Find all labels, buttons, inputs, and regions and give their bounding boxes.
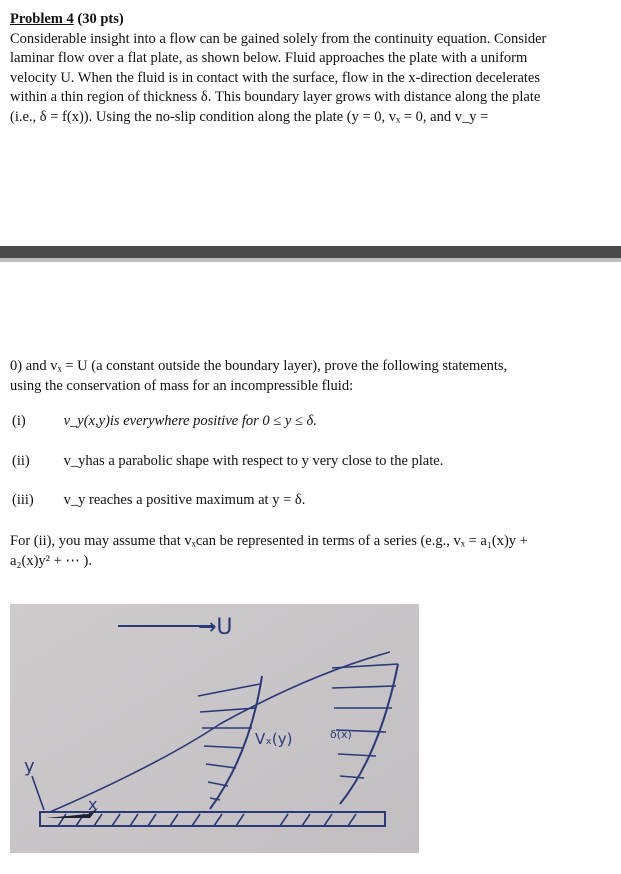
continuation-line: 0) and vₓ = U (a constant outside the boundary layer), prove the following statements, [10, 358, 508, 374]
problem-continuation [10, 357, 607, 396]
y-axis-label: y [24, 756, 35, 777]
intro-line: laminar flow over a flat plate, as shown below. Fluid approaches the plate with a uniform [10, 50, 528, 67]
hint-line: a₂(x)y² + ⋯ ). [10, 552, 93, 569]
statement-iii [12, 492, 305, 509]
hint-paragraph [10, 532, 607, 571]
statement-number: (iii) [12, 492, 34, 508]
statement-number: (ii) [12, 453, 30, 469]
statement-ii [12, 453, 443, 470]
statement-text: v_y(x,y)is everywhere positive for 0 ≤ y ≤ δ. [63, 413, 317, 429]
statement-text: v_y reaches a positive maximum at y = δ. [63, 492, 306, 508]
intro-line: velocity U. When the fluid is in contact with the surface, flow in the x-direction decelerates [10, 69, 541, 86]
problem-header [10, 10, 607, 128]
intro-line: Considerable insight into a flow can be gained solely from the continuity equation. Consider [10, 30, 547, 47]
continuation-line: using the conservation of mass for an incompressible fluid: [10, 377, 354, 394]
problem-title [10, 10, 607, 30]
delta-label: δ(x) [330, 728, 352, 741]
sketch-drawing [10, 604, 419, 853]
problem-points: (30 pts) [77, 11, 124, 27]
statement-number: (i) [12, 413, 26, 429]
page-divider [0, 246, 621, 262]
vx-label: Vₓ(y) [255, 730, 293, 748]
boundary-layer-sketch-photo [10, 604, 419, 853]
intro-line: (i.e., δ = f(x)). Using the no-slip condition along the plate (y = 0, vₓ = 0, and v_y = [10, 108, 489, 125]
flow-label: →U [198, 615, 233, 640]
x-axis-label: x [88, 795, 98, 814]
statement-text: v_yhas a parabolic shape with respect to y very close to the plate. [63, 453, 444, 469]
problem-label: Problem 4 [10, 11, 74, 27]
hint-line: For (ii), you may assume that vₓcan be represented in terms of a series (e.g., vₓ = a₁(x)y + [10, 533, 528, 549]
statement-i [12, 413, 317, 430]
intro-line: within a thin region of thickness δ. This boundary layer grows with distance along the plate [10, 89, 541, 106]
